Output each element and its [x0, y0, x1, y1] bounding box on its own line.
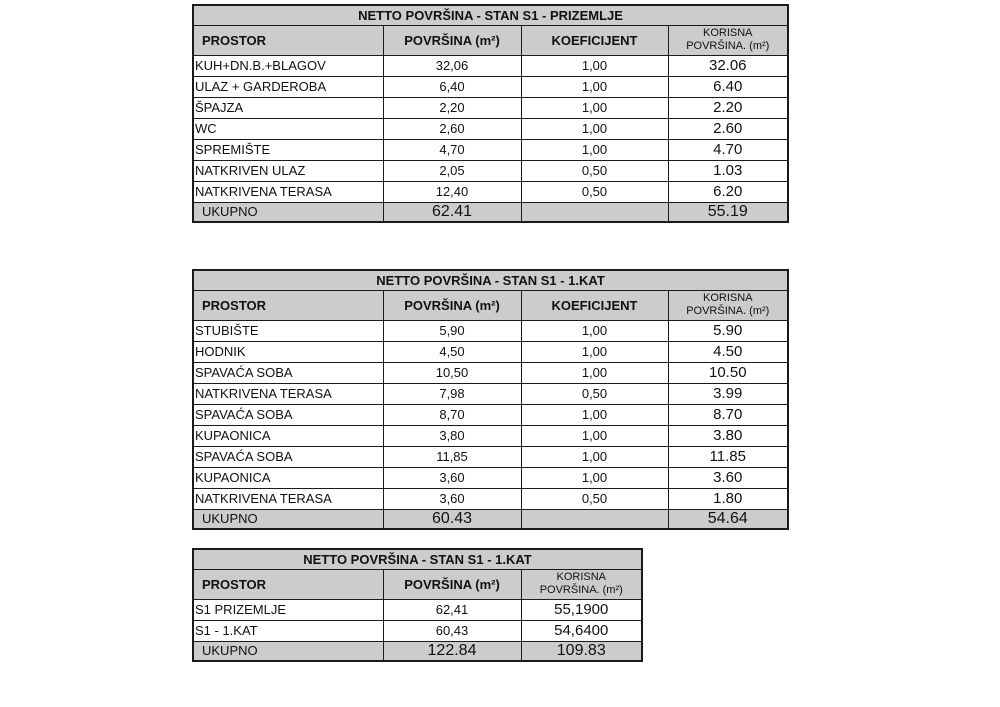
- cell-prostor: KUPAONICA: [193, 467, 383, 488]
- cell-korisna: 4.50: [668, 341, 788, 362]
- total-label: UKUPNO: [193, 641, 383, 661]
- table-header-row: [193, 25, 788, 55]
- header-prostor: PROSTOR: [193, 569, 383, 599]
- table-row: [193, 320, 788, 341]
- cell-povrsina: 11,85: [383, 446, 521, 467]
- cell-prostor: NATKRIVEN ULAZ: [193, 160, 383, 181]
- header-korisna-line1: KORISNA: [703, 27, 753, 40]
- table-row: [193, 341, 788, 362]
- cell-povrsina: 2,60: [383, 118, 521, 139]
- cell-prostor: S1 PRIZEMLJE: [193, 599, 383, 620]
- cell-koeficijent: 0,50: [521, 383, 668, 404]
- cell-koeficijent: 0,50: [521, 160, 668, 181]
- table-row: [193, 181, 788, 202]
- cell-korisna: 3.99: [668, 383, 788, 404]
- cell-koeficijent: 0,50: [521, 181, 668, 202]
- table-row: [193, 76, 788, 97]
- header-povrsina: POVRŠINA (m²): [383, 569, 521, 599]
- cell-povrsina: 4,50: [383, 341, 521, 362]
- cell-korisna: 8.70: [668, 404, 788, 425]
- cell-prostor: NATKRIVENA TERASA: [193, 488, 383, 509]
- header-korisna-line2: POVRŠINA. (m²): [539, 584, 623, 596]
- cell-korisna: 1.03: [668, 160, 788, 181]
- cell-prostor: NATKRIVENA TERASA: [193, 383, 383, 404]
- header-prostor: PROSTOR: [193, 290, 383, 320]
- cell-prostor: S1 - 1.KAT: [193, 620, 383, 641]
- table-row: [193, 362, 788, 383]
- cell-prostor: SPAVAĆA SOBA: [193, 404, 383, 425]
- table-row: [193, 446, 788, 467]
- table-row: [193, 55, 788, 76]
- cell-korisna: 5.90: [668, 320, 788, 341]
- header-koeficijent: KOEFICIJENT: [521, 290, 668, 320]
- cell-prostor: HODNIK: [193, 341, 383, 362]
- cell-koeficijent: 1,00: [521, 55, 668, 76]
- cell-povrsina: 3,80: [383, 425, 521, 446]
- table-row: [193, 404, 788, 425]
- table-title-row: [193, 5, 788, 25]
- table-header-row: [193, 290, 788, 320]
- cell-prostor: STUBIŠTE: [193, 320, 383, 341]
- cell-korisna: 54,6400: [521, 620, 642, 641]
- cell-povrsina: 7,98: [383, 383, 521, 404]
- table-row: [193, 467, 788, 488]
- cell-korisna: 10.50: [668, 362, 788, 383]
- cell-koeficijent: 1,00: [521, 467, 668, 488]
- cell-povrsina: 10,50: [383, 362, 521, 383]
- total-korisna: 54.64: [668, 509, 788, 529]
- cell-povrsina: 5,90: [383, 320, 521, 341]
- table-row: [193, 599, 642, 620]
- cell-koeficijent: 1,00: [521, 404, 668, 425]
- cell-povrsina: 32,06: [383, 55, 521, 76]
- table-row: [193, 97, 788, 118]
- total-koeficijent-empty: [521, 509, 668, 529]
- cell-povrsina: 6,40: [383, 76, 521, 97]
- table-row: [193, 488, 788, 509]
- cell-koeficijent: 1,00: [521, 139, 668, 160]
- table-row: [193, 118, 788, 139]
- header-korisna: [668, 25, 788, 55]
- table-row: [193, 139, 788, 160]
- cell-prostor: WC: [193, 118, 383, 139]
- header-korisna: [521, 569, 642, 599]
- cell-povrsina: 2,20: [383, 97, 521, 118]
- cell-korisna: 55,1900: [521, 599, 642, 620]
- table-row: [193, 620, 642, 641]
- cell-povrsina: 2,05: [383, 160, 521, 181]
- cell-korisna: 1.80: [668, 488, 788, 509]
- cell-prostor: KUH+DN.B.+BLAGOV: [193, 55, 383, 76]
- cell-povrsina: 4,70: [383, 139, 521, 160]
- cell-povrsina: 3,60: [383, 488, 521, 509]
- cell-koeficijent: 1,00: [521, 362, 668, 383]
- total-povrsina: 62.41: [383, 202, 521, 222]
- cell-korisna: 2.60: [668, 118, 788, 139]
- header-korisna: [668, 290, 788, 320]
- cell-korisna: 3.80: [668, 425, 788, 446]
- total-korisna: 109.83: [521, 641, 642, 661]
- table-total-row: [193, 509, 788, 529]
- total-label: UKUPNO: [193, 509, 383, 529]
- total-koeficijent-empty: [521, 202, 668, 222]
- cell-korisna: 2.20: [668, 97, 788, 118]
- cell-koeficijent: 0,50: [521, 488, 668, 509]
- cell-korisna: 3.60: [668, 467, 788, 488]
- header-prostor: PROSTOR: [193, 25, 383, 55]
- cell-prostor: SPAVAĆA SOBA: [193, 446, 383, 467]
- cell-koeficijent: 1,00: [521, 320, 668, 341]
- header-koeficijent: KOEFICIJENT: [521, 25, 668, 55]
- cell-povrsina: 3,60: [383, 467, 521, 488]
- cell-koeficijent: 1,00: [521, 341, 668, 362]
- total-povrsina: 122.84: [383, 641, 521, 661]
- table-title-row: [193, 549, 642, 569]
- cell-koeficijent: 1,00: [521, 118, 668, 139]
- cell-povrsina: 62,41: [383, 599, 521, 620]
- table-stan-s1-prizemlje: [192, 4, 789, 223]
- cell-koeficijent: 1,00: [521, 446, 668, 467]
- header-povrsina: POVRŠINA (m²): [383, 25, 521, 55]
- total-korisna: 55.19: [668, 202, 788, 222]
- table-title: NETTO POVRŠINA - STAN S1 - 1.KAT: [193, 270, 788, 290]
- header-korisna-line2: POVRŠINA. (m²): [686, 305, 770, 317]
- cell-prostor: SPREMIŠTE: [193, 139, 383, 160]
- header-korisna-line1: KORISNA: [703, 292, 753, 305]
- cell-prostor: ULAZ + GARDEROBA: [193, 76, 383, 97]
- cell-prostor: KUPAONICA: [193, 425, 383, 446]
- cell-korisna: 6.40: [668, 76, 788, 97]
- table-row: [193, 425, 788, 446]
- table-title-row: [193, 270, 788, 290]
- table-row: [193, 160, 788, 181]
- table-title: NETTO POVRŠINA - STAN S1 - PRIZEMLJE: [193, 5, 788, 25]
- cell-povrsina: 12,40: [383, 181, 521, 202]
- cell-korisna: 11.85: [668, 446, 788, 467]
- header-korisna-line2: POVRŠINA. (m²): [686, 40, 770, 52]
- cell-koeficijent: 1,00: [521, 76, 668, 97]
- table-stan-s1-1kat: [192, 269, 789, 530]
- cell-prostor: ŠPAJZA: [193, 97, 383, 118]
- total-label: UKUPNO: [193, 202, 383, 222]
- cell-koeficijent: 1,00: [521, 97, 668, 118]
- table-total-row: [193, 641, 642, 661]
- total-povrsina: 60.43: [383, 509, 521, 529]
- table-stan-s1-summary: [192, 548, 643, 662]
- table-header-row: [193, 569, 642, 599]
- table-title: NETTO POVRŠINA - STAN S1 - 1.KAT: [193, 549, 642, 569]
- cell-koeficijent: 1,00: [521, 425, 668, 446]
- cell-povrsina: 60,43: [383, 620, 521, 641]
- table-row: [193, 383, 788, 404]
- cell-povrsina: 8,70: [383, 404, 521, 425]
- cell-prostor: SPAVAĆA SOBA: [193, 362, 383, 383]
- cell-korisna: 6.20: [668, 181, 788, 202]
- cell-prostor: NATKRIVENA TERASA: [193, 181, 383, 202]
- header-povrsina: POVRŠINA (m²): [383, 290, 521, 320]
- header-korisna-line1: KORISNA: [556, 571, 606, 584]
- cell-korisna: 4.70: [668, 139, 788, 160]
- table-total-row: [193, 202, 788, 222]
- cell-korisna: 32.06: [668, 55, 788, 76]
